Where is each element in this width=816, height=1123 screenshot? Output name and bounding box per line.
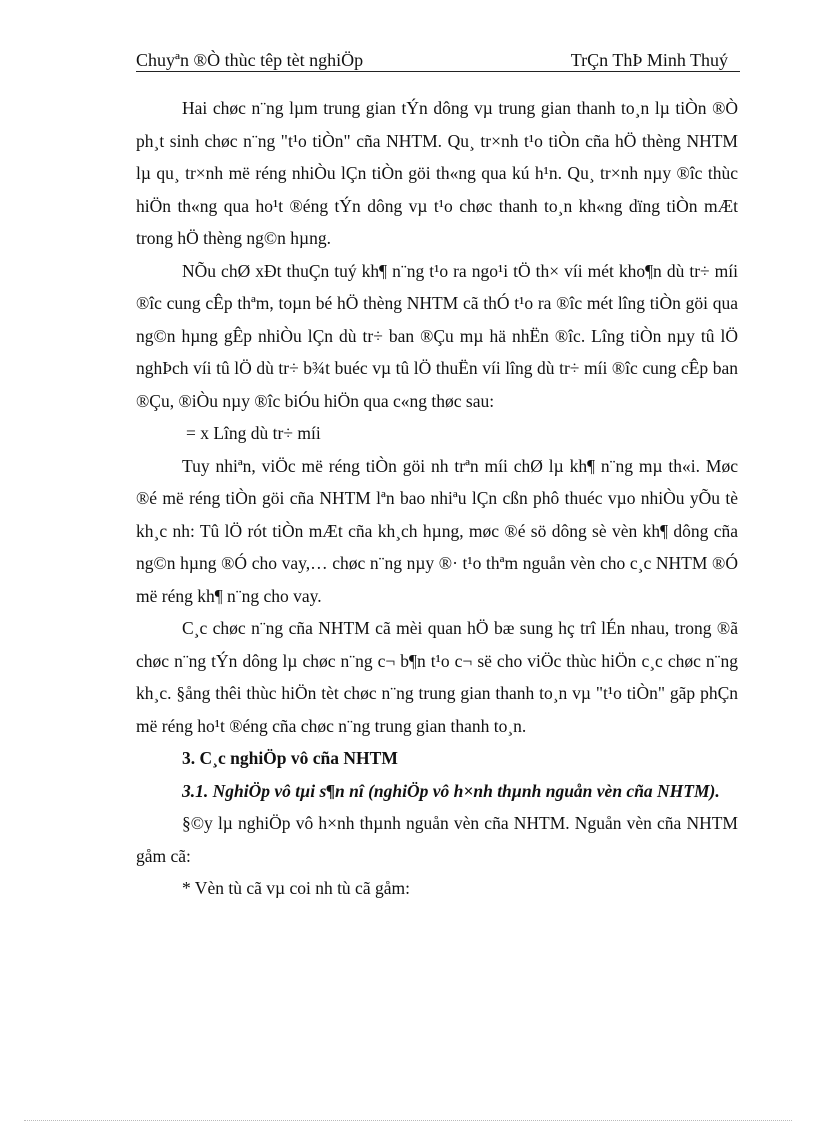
page-header: [136, 50, 740, 72]
paragraph-expansion-limits: Tuy nhiªn, viÖc më réng tiÒn göi nh trªn míi chØ lµ kh¶ n¨ng mµ th«i. Møc ®é më réng tiÒn göi cña NHTM lªn bao nhiªu lÇn cßn phô thuéc vµo nhiÒu yÕu tè kh¸c nh: Tû lÖ rót tiÒn mÆt cña kh¸ch hµng, møc ®é sö dông sè vèn kh¶ dông cña ng©n hµng ®Ó cho vay,… chøc n¨ng nµy ®· t¹o thªm nguån vèn cho c¸c NHTM ®Ó më réng kh¶ n¨ng cho vay.: [136, 455, 738, 606]
page-bottom-divider: [24, 1120, 792, 1121]
paragraph-reserve-multiplier: NÕu chØ xÐt thuÇn tuý kh¶ n¨ng t¹o ra ngo¹i tÖ th× víi mét kho¶n dù tr÷ míi ®îc cung cÊp thªm, toµn bé hÖ thèng NHTM cã thÓ t¹o ra ®îc mét lîng tiÒn göi qua ng©n hµng gÊp nhiÒu lÇn dù tr÷ ban ®Çu mµ hä nhËn ®îc. Lîng tiÒn nµy tû lÖ nghÞch víi tû lÖ dù tr÷ b¾t buéc vµ tû lÖ thuËn víi lîng dù tr÷ míi ®îc cung cÊp ban ®Çu, ®iÒu nµy ®îc biÓu hiÖn qua c«ng thøc sau:: [136, 260, 738, 411]
paragraph-functions-relationship: C¸c chøc n¨ng cña NHTM cã mèi quan hÖ bæ sung hç trî lÉn nhau, trong ®ã chøc n¨ng tÝn dông lµ chøc n¨ng c¬ b¶n t¹o c¬ së cho viÖc thùc hiÖn c¸c chøc n¨ng kh¸c. §ång thêi thùc hiÖn tèt chøc n¨ng trung gian thanh to¸n vµ "t¹o tiÒn" gãp phÇn më réng ho¹t ®éng cña chøc n¨ng trung gian thanh to¸n.: [136, 618, 738, 736]
header-document-title: Chuyªn ®Ò thùc têp tèt nghiÖp: [136, 50, 364, 70]
paragraph-money-creation: Hai chøc n¨ng lµm trung gian tÝn dông vµ trung gian thanh to¸n lµ tiÒn ®Ò ph¸t sinh chøc n¨ng "t¹o tiÒn" cña NHTM. Qu¸ tr×nh t¹o tiÒn cña hÖ thèng NHTM lµ qu¸ tr×nh më réng nhiÒu lÇn tiÒn göi th«ng qua kú h¹n. Qu¸ tr×nh nµy ®îc thùc hiÖn th«ng qua ho¹t ®éng tÝn dông vµ t¹o chøc thanh to¸n kh«ng dïng tiÒn mÆt trong hÖ thèng ng©n hµng.: [136, 98, 738, 248]
section-heading: 3. C¸c nghiÖp vô cña NHTM: [182, 748, 398, 768]
subsection-heading: 3.1. NghiÖp vô tµi s¶n nî (nghiÖp vô h×nh thµnh nguån vèn cña NHTM).: [182, 780, 720, 801]
bullet-own-capital: * Vèn tù cã vµ coi nh tù cã gåm:: [182, 878, 410, 898]
formula-line: = x Lîng dù tr÷ míi: [186, 423, 321, 443]
header-author: TrÇn ThÞ Minh Thuý: [570, 50, 728, 70]
paragraph-capital-sources: §©y lµ nghiÖp vô h×nh thµnh nguån vèn cña NHTM. Nguån vèn cña NHTM gåm cã:: [136, 813, 738, 866]
document-body: [136, 92, 738, 905]
